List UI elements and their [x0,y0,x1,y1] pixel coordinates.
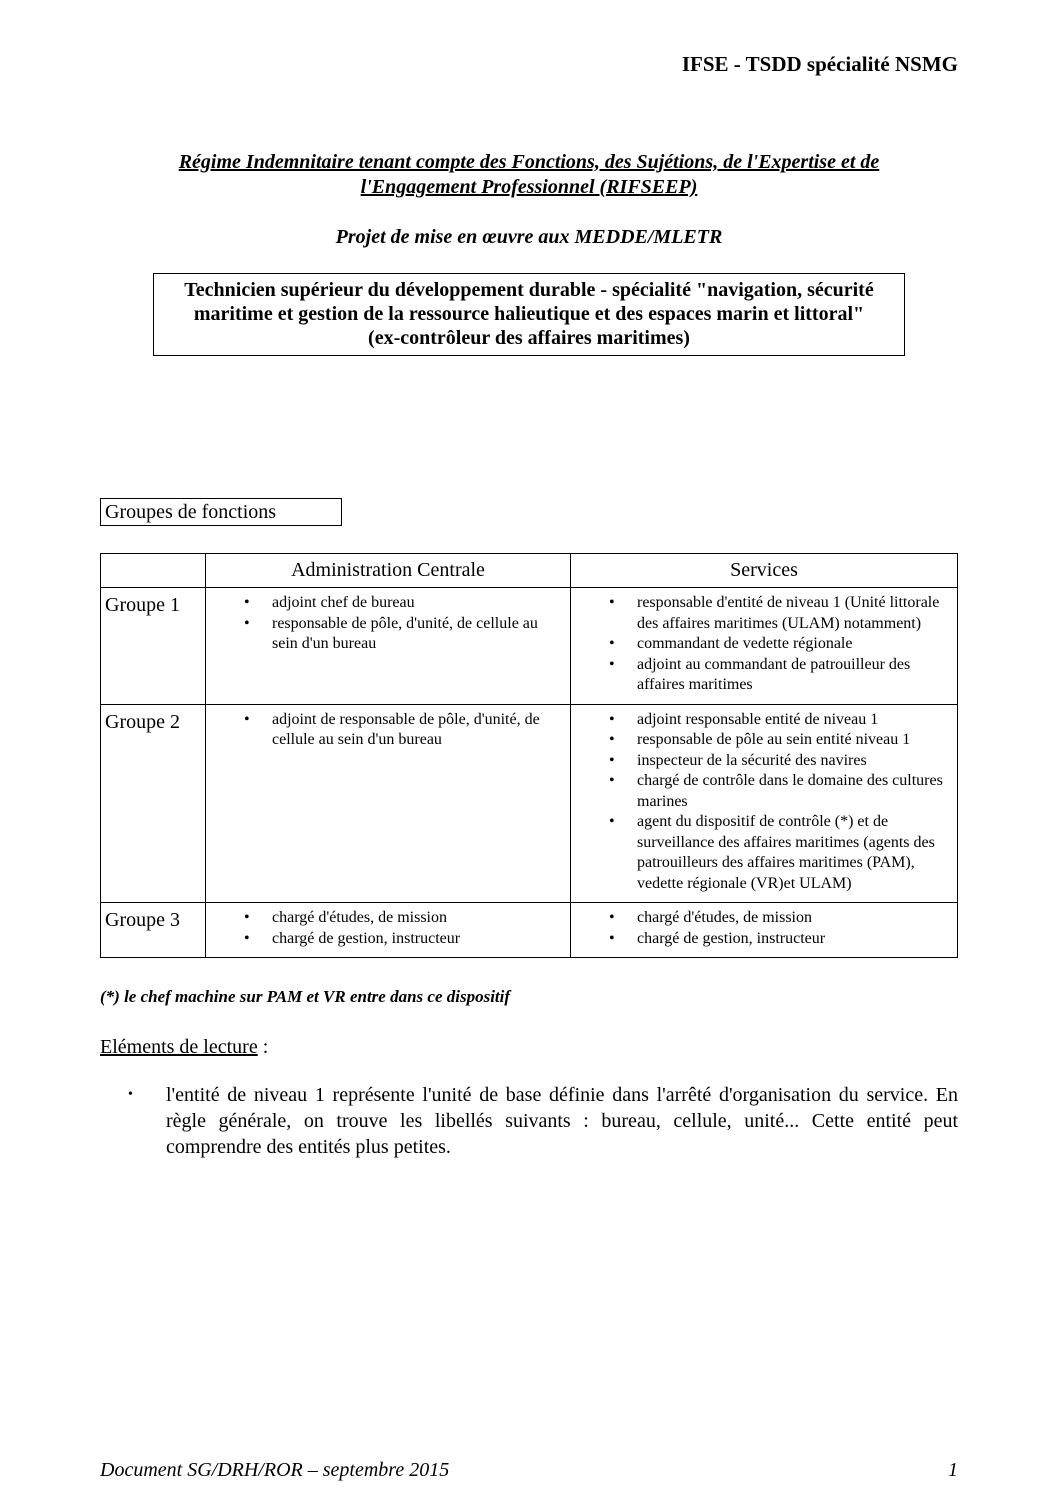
list-item: • chargé de contrôle dans le domaine des cultures marines [609,771,947,812]
corps-title-line-1: Technicien supérieur du développement durable - spécialité "navigation, sécurité [184,279,874,301]
reading-elements-list [128,1082,958,1160]
list-item: • chargé de gestion, instructeur [609,929,947,950]
services-duties-list [609,710,947,895]
list-item: • inspecteur de la sécurité des navires [609,751,947,772]
list-item: • chargé d'études, de mission [244,908,560,929]
services-duties-list [609,908,947,949]
table-body [101,588,958,958]
admin-cell [206,903,571,958]
admin-cell [206,588,571,705]
group-label: Groupe 3 [101,903,206,958]
list-item: • chargé de gestion, instructeur [244,929,560,950]
footer-document-reference: Document SG/DRH/ROR – septembre 2015 [100,1459,450,1481]
document-title-line-1: Régime Indemnitaire tenant compte des Fonctions, des Sujétions, de l'Expertise et de [178,151,880,173]
list-item: • adjoint responsable entité de niveau 1 [609,710,947,731]
table-row [101,588,958,705]
table-row [101,704,958,903]
services-duties-list [609,593,947,696]
reading-elements-heading [100,1036,268,1059]
list-item: • adjoint chef de bureau [244,593,560,614]
admin-cell [206,704,571,903]
document-subtitle: Projet de mise en œuvre aux MEDDE/MLETR [335,226,723,248]
table-header-admin: Administration Centrale [206,554,571,588]
table-footnote: (*) le chef machine sur PAM et VR entre dans ce dispositif [100,987,511,1006]
admin-duties-list [244,593,560,655]
function-groups-table [100,553,958,958]
reading-elements-title: Eléments de lecture [100,1036,258,1058]
admin-duties-list [244,908,560,949]
corps-title-line-3: (ex-contrôleur des affaires maritimes) [368,327,690,349]
services-cell [571,903,958,958]
group-label: Groupe 2 [101,704,206,903]
list-item: • chargé d'études, de mission [609,908,947,929]
bullet-icon: • [128,1087,133,1102]
list-item: • responsable d'entité de niveau 1 (Unité littorale des affaires maritimes (ULAM) notamment) [609,593,947,634]
list-item: • agent du dispositif de contrôle (*) et de surveillance des affaires maritimes (agents des patrouilleurs des affaires maritimes (PAM), vedette régionale (VR)et ULAM) [609,812,947,894]
document-title [100,150,958,200]
document-title-line-2: l'Engagement Professionnel (RIFSEEP) [360,176,698,198]
list-item: • responsable de pôle au sein entité niveau 1 [609,730,947,751]
footer-page-number: 1 [948,1459,958,1481]
list-item: • commandant de vedette régionale [609,634,947,655]
services-cell [571,704,958,903]
group-label: Groupe 1 [101,588,206,705]
table-header-row [101,554,958,588]
reading-elements-colon: : [257,1036,269,1058]
reading-item: l'entité de niveau 1 représente l'unité de base définie dans l'arrêté d'organisation du service. En règle générale, on trouve les libellés suivants : bureau, cellule, unité... Cette entité peut comprendre des entités plus petites. [166,1084,958,1158]
list-item: • adjoint au commandant de patrouilleur des affaires maritimes [609,655,947,696]
list-item: • responsable de pôle, d'unité, de cellule au sein d'un bureau [244,614,560,655]
table-header-services: Services [571,554,958,588]
admin-duties-list [244,710,560,751]
table-row [101,903,958,958]
corps-title-line-2: maritime et gestion de la ressource halieutique et des espaces marin et littoral" [193,303,865,325]
corps-title-box [153,273,905,356]
groups-of-functions-label: Groupes de fonctions [100,498,342,526]
services-cell [571,588,958,705]
table-header-empty [101,554,206,588]
document-header-code: IFSE - TSDD spécialité NSMG [681,52,958,76]
list-item: • adjoint de responsable de pôle, d'unité, de cellule au sein d'un bureau [244,710,560,751]
